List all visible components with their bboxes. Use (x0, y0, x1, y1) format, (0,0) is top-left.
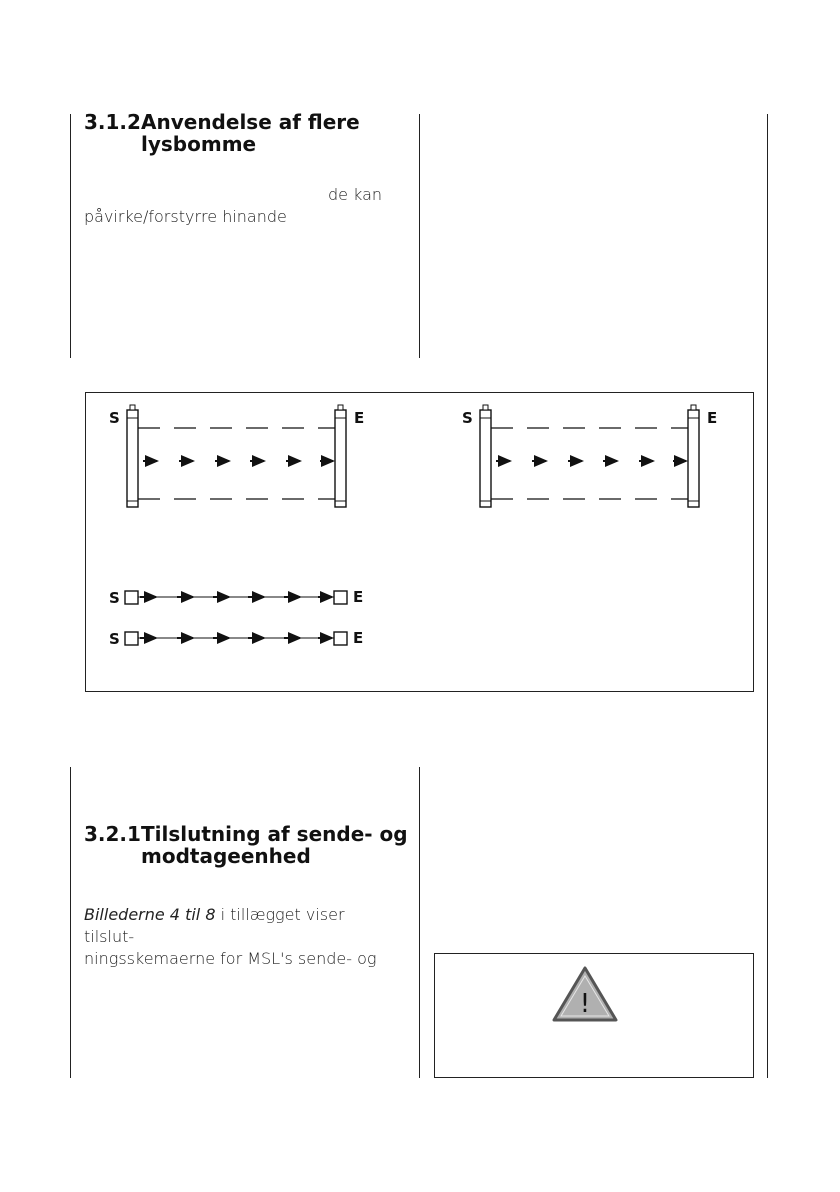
section-312-text-fragment-1: de kan (328, 185, 383, 204)
sender-label-1: S (109, 409, 120, 427)
section-321-number: 3.2.1 (84, 822, 141, 846)
sender-label-2: S (462, 409, 473, 427)
warning-exclamation: ! (579, 989, 591, 1019)
figure-reference: Billederne 4 til 8 (84, 905, 216, 924)
section-321-line-1-rest: i tillægget viser tilslut- (84, 905, 345, 946)
receiver-label-2: E (707, 409, 718, 427)
receiver-label-3: E (353, 588, 364, 606)
section-312-title: Anvendelse af flere lysbomme (141, 110, 360, 156)
receiver-label-1: E (354, 409, 365, 427)
section-312-text-fragment-2: påvirke/forstyrre hinande (84, 207, 287, 226)
section-321-line-2: ningsskemaerne for MSL's sende- og (84, 949, 377, 968)
sender-label-4: S (109, 630, 120, 648)
section-321-title: Tilslutning af sende- og modtageenhed (141, 822, 408, 868)
section-312-number: 3.1.2 (84, 110, 141, 134)
receiver-label-4: E (353, 629, 364, 647)
sender-label-3: S (109, 589, 120, 607)
